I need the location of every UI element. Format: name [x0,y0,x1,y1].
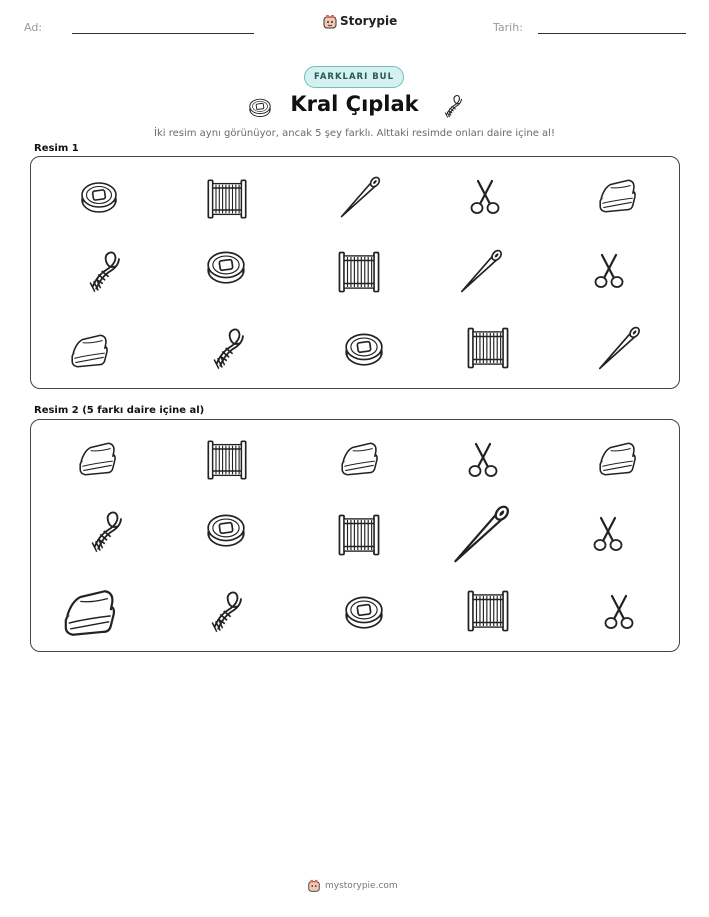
loom-icon [205,176,249,222]
instructions: İki resim aynı görünüyor, ancak 5 şey farklı. Alttaki resimde onları daire içine al! [154,128,555,139]
date-line[interactable] [538,33,686,34]
towel-icon [591,438,643,480]
loom-icon [205,437,249,483]
towel-icon [591,175,643,217]
needle-icon [337,174,383,220]
loom-icon [335,512,383,558]
picture-1-panel [30,156,680,389]
spot-difference-badge: FARKLARI BUL [304,66,404,88]
brand-name: Storypie [340,14,398,28]
coin-icon [203,508,249,550]
towel-icon[interactable] [71,438,123,480]
name-line[interactable] [72,33,254,34]
storypie-logo [322,13,398,33]
picture-2-panel [30,419,680,652]
scissors-icon [588,512,628,556]
footer [307,878,407,896]
coin-icon [203,245,249,287]
date-label: Tarih: [493,21,523,34]
loom-icon [465,588,511,634]
needle-icon[interactable] [449,500,513,568]
rope-icon [440,93,466,119]
name-label: Ad: [24,21,43,34]
towel-icon[interactable] [53,584,125,642]
scissors-icon [589,249,629,293]
rope-icon [203,588,249,634]
page-title: Kral Çıplak [290,92,419,116]
rope-icon [205,325,251,371]
needle-icon [595,324,643,372]
mascot-icon [307,879,321,893]
towel-icon [63,330,115,372]
rope-icon [81,248,127,294]
mascot-icon [322,14,338,30]
coin-icon [341,590,387,632]
towel-icon[interactable] [333,438,385,480]
picture-2-label: Resim 2 (5 farkı daire içine al) [34,405,205,416]
loom-icon [465,325,511,371]
scissors-icon [465,175,505,219]
footer-url[interactable]: mystorypie.com [325,881,398,891]
coin-icon [75,176,123,216]
loom-icon [335,249,383,295]
rope-icon [83,508,129,554]
scissors-icon[interactable] [599,590,639,634]
coin-icon [341,327,387,369]
needle-icon [457,247,505,295]
picture-1-label: Resim 1 [34,143,79,154]
scissors-icon [463,438,503,482]
